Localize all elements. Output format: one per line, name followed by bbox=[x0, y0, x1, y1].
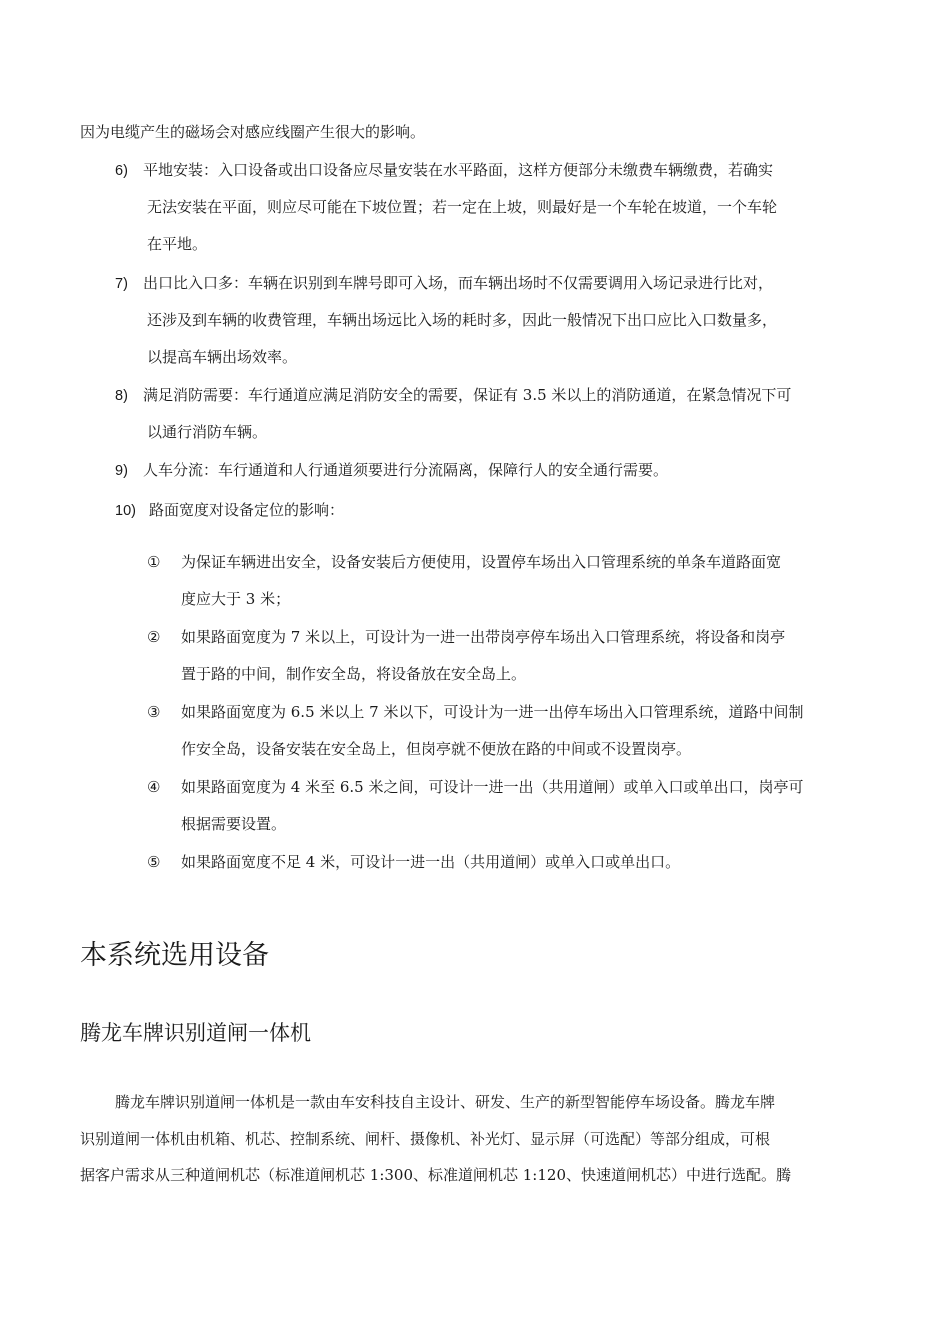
paragraph-line: 识别道闸一体机由机箱、机芯、控制系统、闸杆、摄像机、补光灯、显示屏（可选配）等部分组成，可根 bbox=[80, 1130, 771, 1148]
circled-number-1: ① bbox=[147, 553, 161, 571]
section-heading: 本系统选用设备 bbox=[80, 940, 269, 971]
list-item-continuation: 还涉及到车辆的收费管理，车辆出场远比入场的耗时多，因此一般情况下出口应比入口数量多， bbox=[147, 311, 778, 329]
sublist-item-text: 如果路面宽度不足 4 米，可设计一进一出（共用道闸）或单入口或单出口。 bbox=[181, 853, 681, 871]
sublist-item-text: 如果路面宽度为 6.5 米以上 7 米以下，可设计为一进一出停车场出入口管理系统，道路中间制 bbox=[181, 703, 804, 721]
circled-number-5: ⑤ bbox=[147, 853, 161, 871]
list-number: 6) bbox=[115, 163, 128, 179]
sublist-item-continuation: 根据需要设置。 bbox=[181, 815, 287, 833]
list-item-text: 平地安装：入口设备或出口设备应尽量安装在水平路面，这样方便部分未缴费车辆缴费，若确实 bbox=[143, 161, 774, 179]
paragraph-line: 腾龙车牌识别道闸一体机是一款由车安科技自主设计、研发、生产的新型智能停车场设备。腾龙车牌 bbox=[115, 1093, 776, 1111]
circled-number-2: ② bbox=[147, 628, 161, 646]
sublist-item-continuation: 置于路的中间，制作安全岛，将设备放在安全岛上。 bbox=[181, 665, 527, 683]
list-number: 10) bbox=[115, 503, 136, 519]
list-number: 8) bbox=[115, 388, 128, 404]
circled-number-3: ③ bbox=[147, 703, 161, 721]
list-number: 9) bbox=[115, 463, 128, 479]
list-item-text: 出口比入口多：车辆在识别到车牌号即可入场，而车辆出场时不仅需要调用入场记录进行比对， bbox=[143, 274, 774, 292]
subsection-heading: 腾龙车牌识别道闸一体机 bbox=[80, 1021, 311, 1045]
intro-line: 因为电缆产生的磁场会对感应线圈产生很大的影响。 bbox=[80, 123, 426, 141]
list-item-10 bbox=[115, 500, 344, 521]
list-item-text: 人车分流：车行通道和人行通道须要进行分流隔离，保障行人的安全通行需要。 bbox=[143, 461, 669, 479]
list-item-continuation: 以通行消防车辆。 bbox=[147, 423, 268, 441]
list-number: 7) bbox=[115, 276, 128, 292]
list-item-7 bbox=[115, 273, 773, 294]
list-item-continuation: 无法安装在平面，则应尽可能在下坡位置；若一定在上坡，则最好是一个车轮在坡道，一个车轮 bbox=[147, 198, 778, 216]
list-item-6 bbox=[115, 160, 773, 181]
sublist-item-text: 如果路面宽度为 7 米以上，可设计为一进一出带岗亭停车场出入口管理系统，将设备和岗亭 bbox=[181, 628, 786, 646]
list-item-text: 满足消防需要：车行通道应满足消防安全的需要，保证有 3.5 米以上的消防通道，在紧急情况下可 bbox=[143, 386, 792, 404]
list-item-9 bbox=[115, 460, 668, 481]
list-item-continuation: 在平地。 bbox=[147, 235, 208, 253]
list-item-8 bbox=[115, 385, 791, 406]
circled-number-4: ④ bbox=[147, 778, 161, 796]
list-item-text: 路面宽度对设备定位的影响： bbox=[149, 501, 345, 519]
sublist-item-text: 为保证车辆进出安全，设备安装后方便使用，设置停车场出入口管理系统的单条车道路面宽 bbox=[181, 553, 782, 571]
sublist-item-continuation: 度应大于 3 米； bbox=[181, 590, 291, 608]
sublist-item-text: 如果路面宽度为 4 米至 6.5 米之间，可设计一进一出（共用道闸）或单入口或单出口，岗亭可 bbox=[181, 778, 804, 796]
paragraph-line: 据客户需求从三种道闸机芯（标准道闸机芯 1:300、标准道闸机芯 1:120、快速道闸机芯）中进行选配。腾 bbox=[80, 1166, 791, 1184]
sublist-item-continuation: 作安全岛，设备安装在安全岛上，但岗亭就不便放在路的中间或不设置岗亭。 bbox=[181, 740, 692, 758]
list-item-continuation: 以提高车辆出场效率。 bbox=[147, 348, 298, 366]
